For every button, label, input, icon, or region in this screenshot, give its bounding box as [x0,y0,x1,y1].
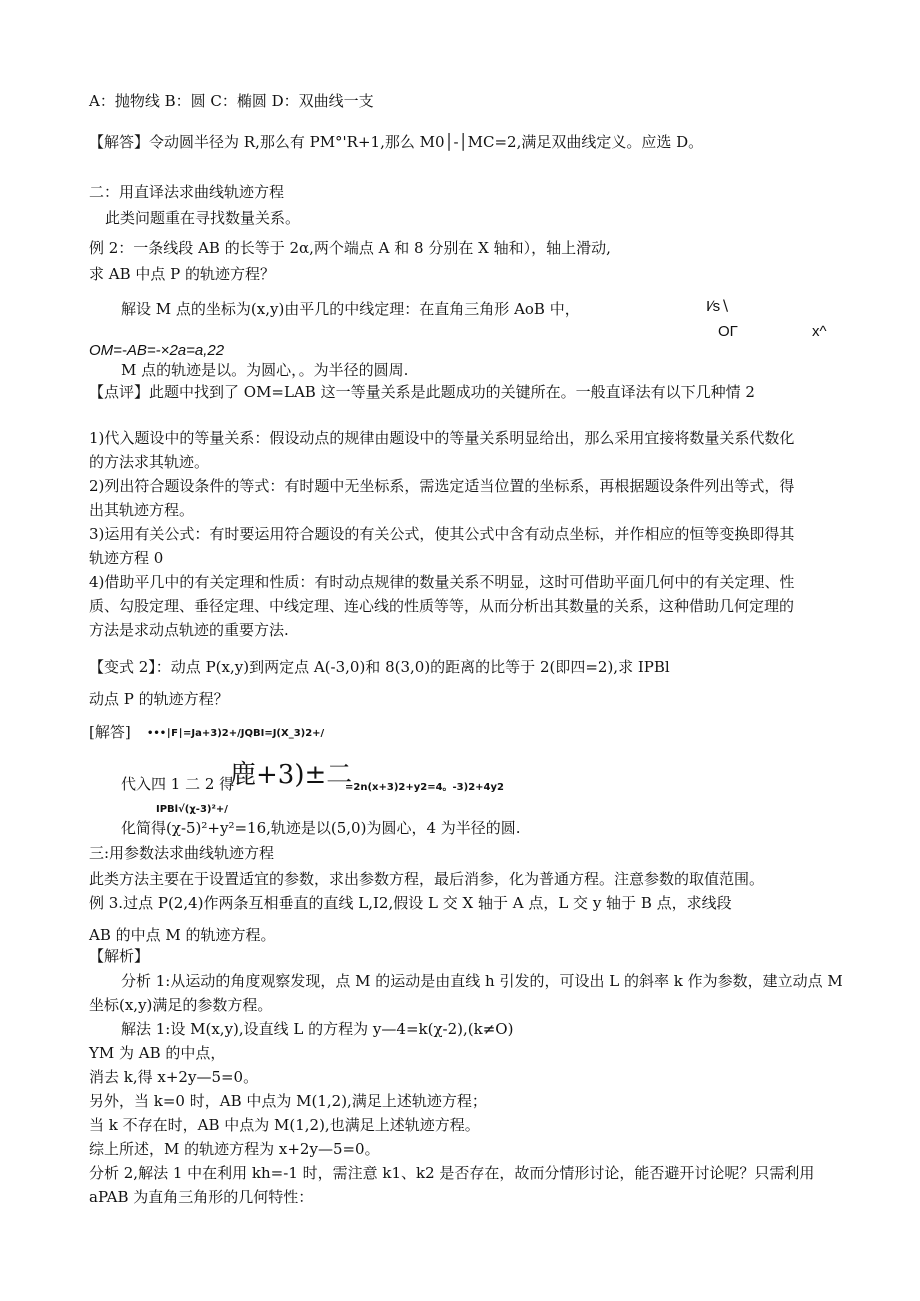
list-item-4-cont: 质、勾股定理、垂径定理、中线定理、连心线的性质等等，从而分析出其数量的关系，这种借助几何定理的 [89,597,795,615]
figure-label-x: x^ [812,323,827,340]
variant-2-line: 【变式 2】：动点 P(x,y)到两定点 A(-3,0)和 8(3,0)的距离的比等于 2(即四=2),求 IPBl [89,658,670,676]
paragraph: 此类问题重在寻找数量关系。 [105,209,301,227]
paragraph: M 点的轨迹是以。为圆心，。为半径的圆周. [121,361,409,379]
list-item-4-cont: 方法是求动点轨迹的重要方法. [89,621,289,639]
list-item-2: 2)列出符合题设条件的等式：有时题中无坐标系，需选定适当位置的坐标系，再根据题设条件列出等式，得 [89,477,795,495]
formula-fragment: =2n(x+3)2+y2=4。-3)2+4y2 [345,782,504,793]
paragraph: 此类方法主要在于设置适宜的参数，求出参数方程，最后消参，化为普通方程。注意参数的取值范围。 [89,870,765,888]
example-3-cont: AB 的中点 M 的轨迹方程。 [89,926,276,944]
analysis-label: 【解析】 [89,947,150,965]
analysis-1-line: 分析 1:从运动的角度观察发现，点 M 的运动是由直线 h 引发的，可设出 L 的斜率 k 作为参数，建立动点 M [121,972,843,990]
list-item-4: 4)借助平几中的有关定理和性质：有时动点规律的数量关系不明显，这时可借助平面几何中的有关定理、性 [89,573,795,591]
options-line: A：抛物线 B：圆 C：椭圆 D：双曲线一支 [89,92,374,110]
section-heading-2: 二：用直译法求曲线轨迹方程 [89,183,285,201]
list-item-1-cont: 的方法求其轨迹。 [89,453,210,471]
comment-line: 【点评】此题中找到了 OM=LAB 这一等量关系是此题成功的关键所在。一般直译法有以下几种情 2 [89,383,755,401]
section-heading-3: 三:用参数法求曲线轨迹方程 [89,844,275,862]
formula-line: OM=-AB=-×2a=a,22 [89,342,225,359]
garbled-formula: 鹿+3)±二 [230,760,353,790]
method-1-line: 解法 1:设 M(x,y),设直线 L 的方程为 y—4=k(χ-2),(k≠O) [121,1020,514,1038]
example-3-line: 例 3.过点 P(2,4)作两条互相垂直的直线 L,I2,假设 L 交 X 轴于 A 点，L 交 y 轴于 B 点，求线段 [89,894,732,912]
paragraph: 另外，当 k=0 时，AB 中点为 M(1,2),满足上述轨迹方程； [89,1092,487,1110]
figure-label-origin: OΓ [718,323,738,340]
list-item-2-cont: 出其轨迹方程。 [89,501,195,519]
paragraph: 消去 k,得 x+2y—5=0。 [89,1068,259,1086]
answer-label: [解答] [89,723,131,741]
figure-fragment: I∕s∖ [706,298,730,315]
analysis-2-line: 分析 2,解法 1 中在利用 kh=-1 时，需注意 k1、k2 是否存在，故而分情形讨论，能否避开讨论呢？只需利用 [89,1164,815,1182]
example-2-line: 例 2：一条线段 AB 的长等于 2α,两个端点 A 和 8 分别在 X 轴和），轴上滑动, [89,239,611,257]
analysis-1-cont: 坐标(x,y)满足的参数方程。 [89,996,273,1014]
solution-line: 解设 M 点的坐标为(x,y)由平几的中线定理：在直角三角形 AoB 中， [121,300,580,318]
substitution-line: 代入四 1 二 2 得 [121,775,235,793]
variant-2-question: 动点 P 的轨迹方程？ [89,690,229,708]
example-2-question: 求 AB 中点 P 的轨迹方程？ [89,265,276,283]
paragraph: YM 为 AB 的中点， [89,1044,226,1062]
answer-line: 【解答】令动圆半径为 R,那么有 PM°'R+1,那么 M0│-│MC=2,满足双曲线定义。应选 D。 [89,133,704,151]
list-item-3-cont: 轨迹方程 0 [89,549,164,567]
simplified-line: 化简得(χ-5)²+y²=16,轨迹是以(5,0)为圆心，4 为半径的圆. [121,819,521,837]
paragraph: 当 k 不存在时，AB 中点为 M(1,2),也满足上述轨迹方程。 [89,1116,480,1134]
analysis-2-cont: aPAB 为直角三角形的几何特性： [89,1188,314,1206]
formula-fragment: •••∣F∣=Ja+3)2+/JQBI=J(X_3)2+/ [147,728,325,739]
list-item-3: 3)运用有关公式：有时要运用符合题设的有关公式，使其公式中含有动点坐标，并作相应的恒等变换即得其 [89,525,795,543]
formula-fragment: IPBl√(χ-3)²+/ [156,804,228,815]
paragraph: 综上所述，M 的轨迹方程为 x+2y—5=0。 [89,1140,380,1158]
list-item-1: 1)代入题设中的等量关系：假设动点的规律由题设中的等量关系明显给出，那么采用宜接将数量关系代数化 [89,429,795,447]
